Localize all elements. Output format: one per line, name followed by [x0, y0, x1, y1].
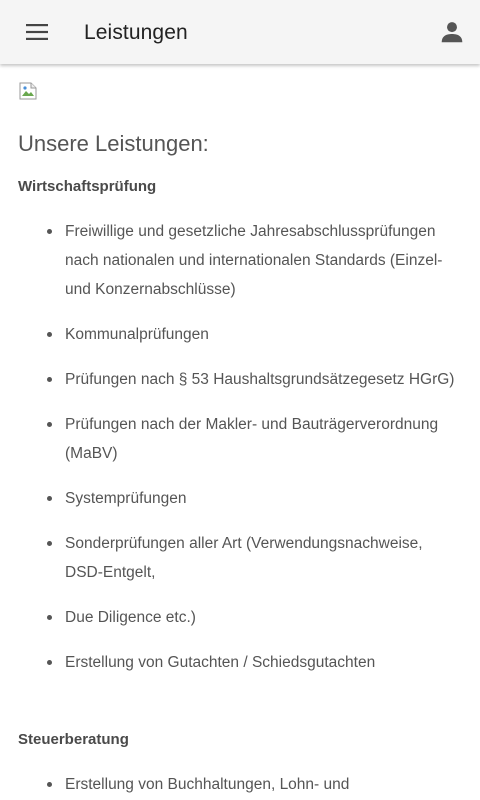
- app-bar: [0, 0, 480, 64]
- main-content: [0, 64, 480, 800]
- hamburger-menu-icon: [26, 24, 48, 40]
- list-item: [0, 217, 480, 304]
- account-button[interactable]: [434, 14, 470, 50]
- list-item-text: Kommunalprüfungen: [65, 326, 209, 343]
- section-heading-steuerberatung: Steuerberatung: [18, 731, 129, 748]
- bullet-icon: [47, 229, 52, 234]
- services-heading: Unsere Leistungen:: [18, 131, 209, 156]
- list-item-text: Sonderprüfungen aller Art (Verwendungsnachweise, DSD-Entgelt,: [65, 535, 423, 581]
- list-item-text: Due Diligence etc.): [65, 609, 196, 626]
- list-item: [0, 770, 480, 799]
- list-item-text: Prüfungen nach § 53 Haushaltsgrundsätzegesetz HGrG): [65, 371, 455, 388]
- list-item: [0, 365, 480, 394]
- list-item: [0, 529, 480, 587]
- broken-image-icon: [19, 82, 37, 100]
- section-heading-wirtschaftspruefung: Wirtschaftsprüfung: [18, 178, 157, 195]
- bullet-icon: [47, 660, 52, 665]
- list-item: [0, 648, 480, 677]
- steuerberatung-list: [0, 770, 480, 800]
- list-item-text: Freiwillige und gesetzliche Jahresabschlussprüfungen nach nationalen und internationalen Standards (Einzel- und Konzernabschlüsse): [65, 223, 443, 298]
- wirtschaftspruefung-list: [0, 217, 480, 693]
- list-item-text: Erstellung von Gutachten / Schiedsgutachten: [65, 654, 376, 671]
- list-item-text: Prüfungen nach der Makler- und Bauträgerverordnung (MaBV): [65, 416, 439, 462]
- bullet-icon: [47, 332, 52, 337]
- menu-button[interactable]: [17, 16, 57, 48]
- list-item: [0, 320, 480, 349]
- list-item-text: Erstellung von Buchhaltungen, Lohn- und: [65, 776, 350, 793]
- bullet-icon: [47, 615, 52, 620]
- bullet-icon: [47, 541, 52, 546]
- bullet-icon: [47, 377, 52, 382]
- list-item: [0, 484, 480, 513]
- bullet-icon: [47, 496, 52, 501]
- bullet-icon: [47, 782, 52, 787]
- account-person-icon: [439, 19, 465, 45]
- bullet-icon: [47, 422, 52, 427]
- list-item: [0, 603, 480, 632]
- list-item-text: Systemprüfungen: [65, 490, 187, 507]
- list-item: [0, 410, 480, 468]
- page-title: Leistungen: [84, 21, 188, 44]
